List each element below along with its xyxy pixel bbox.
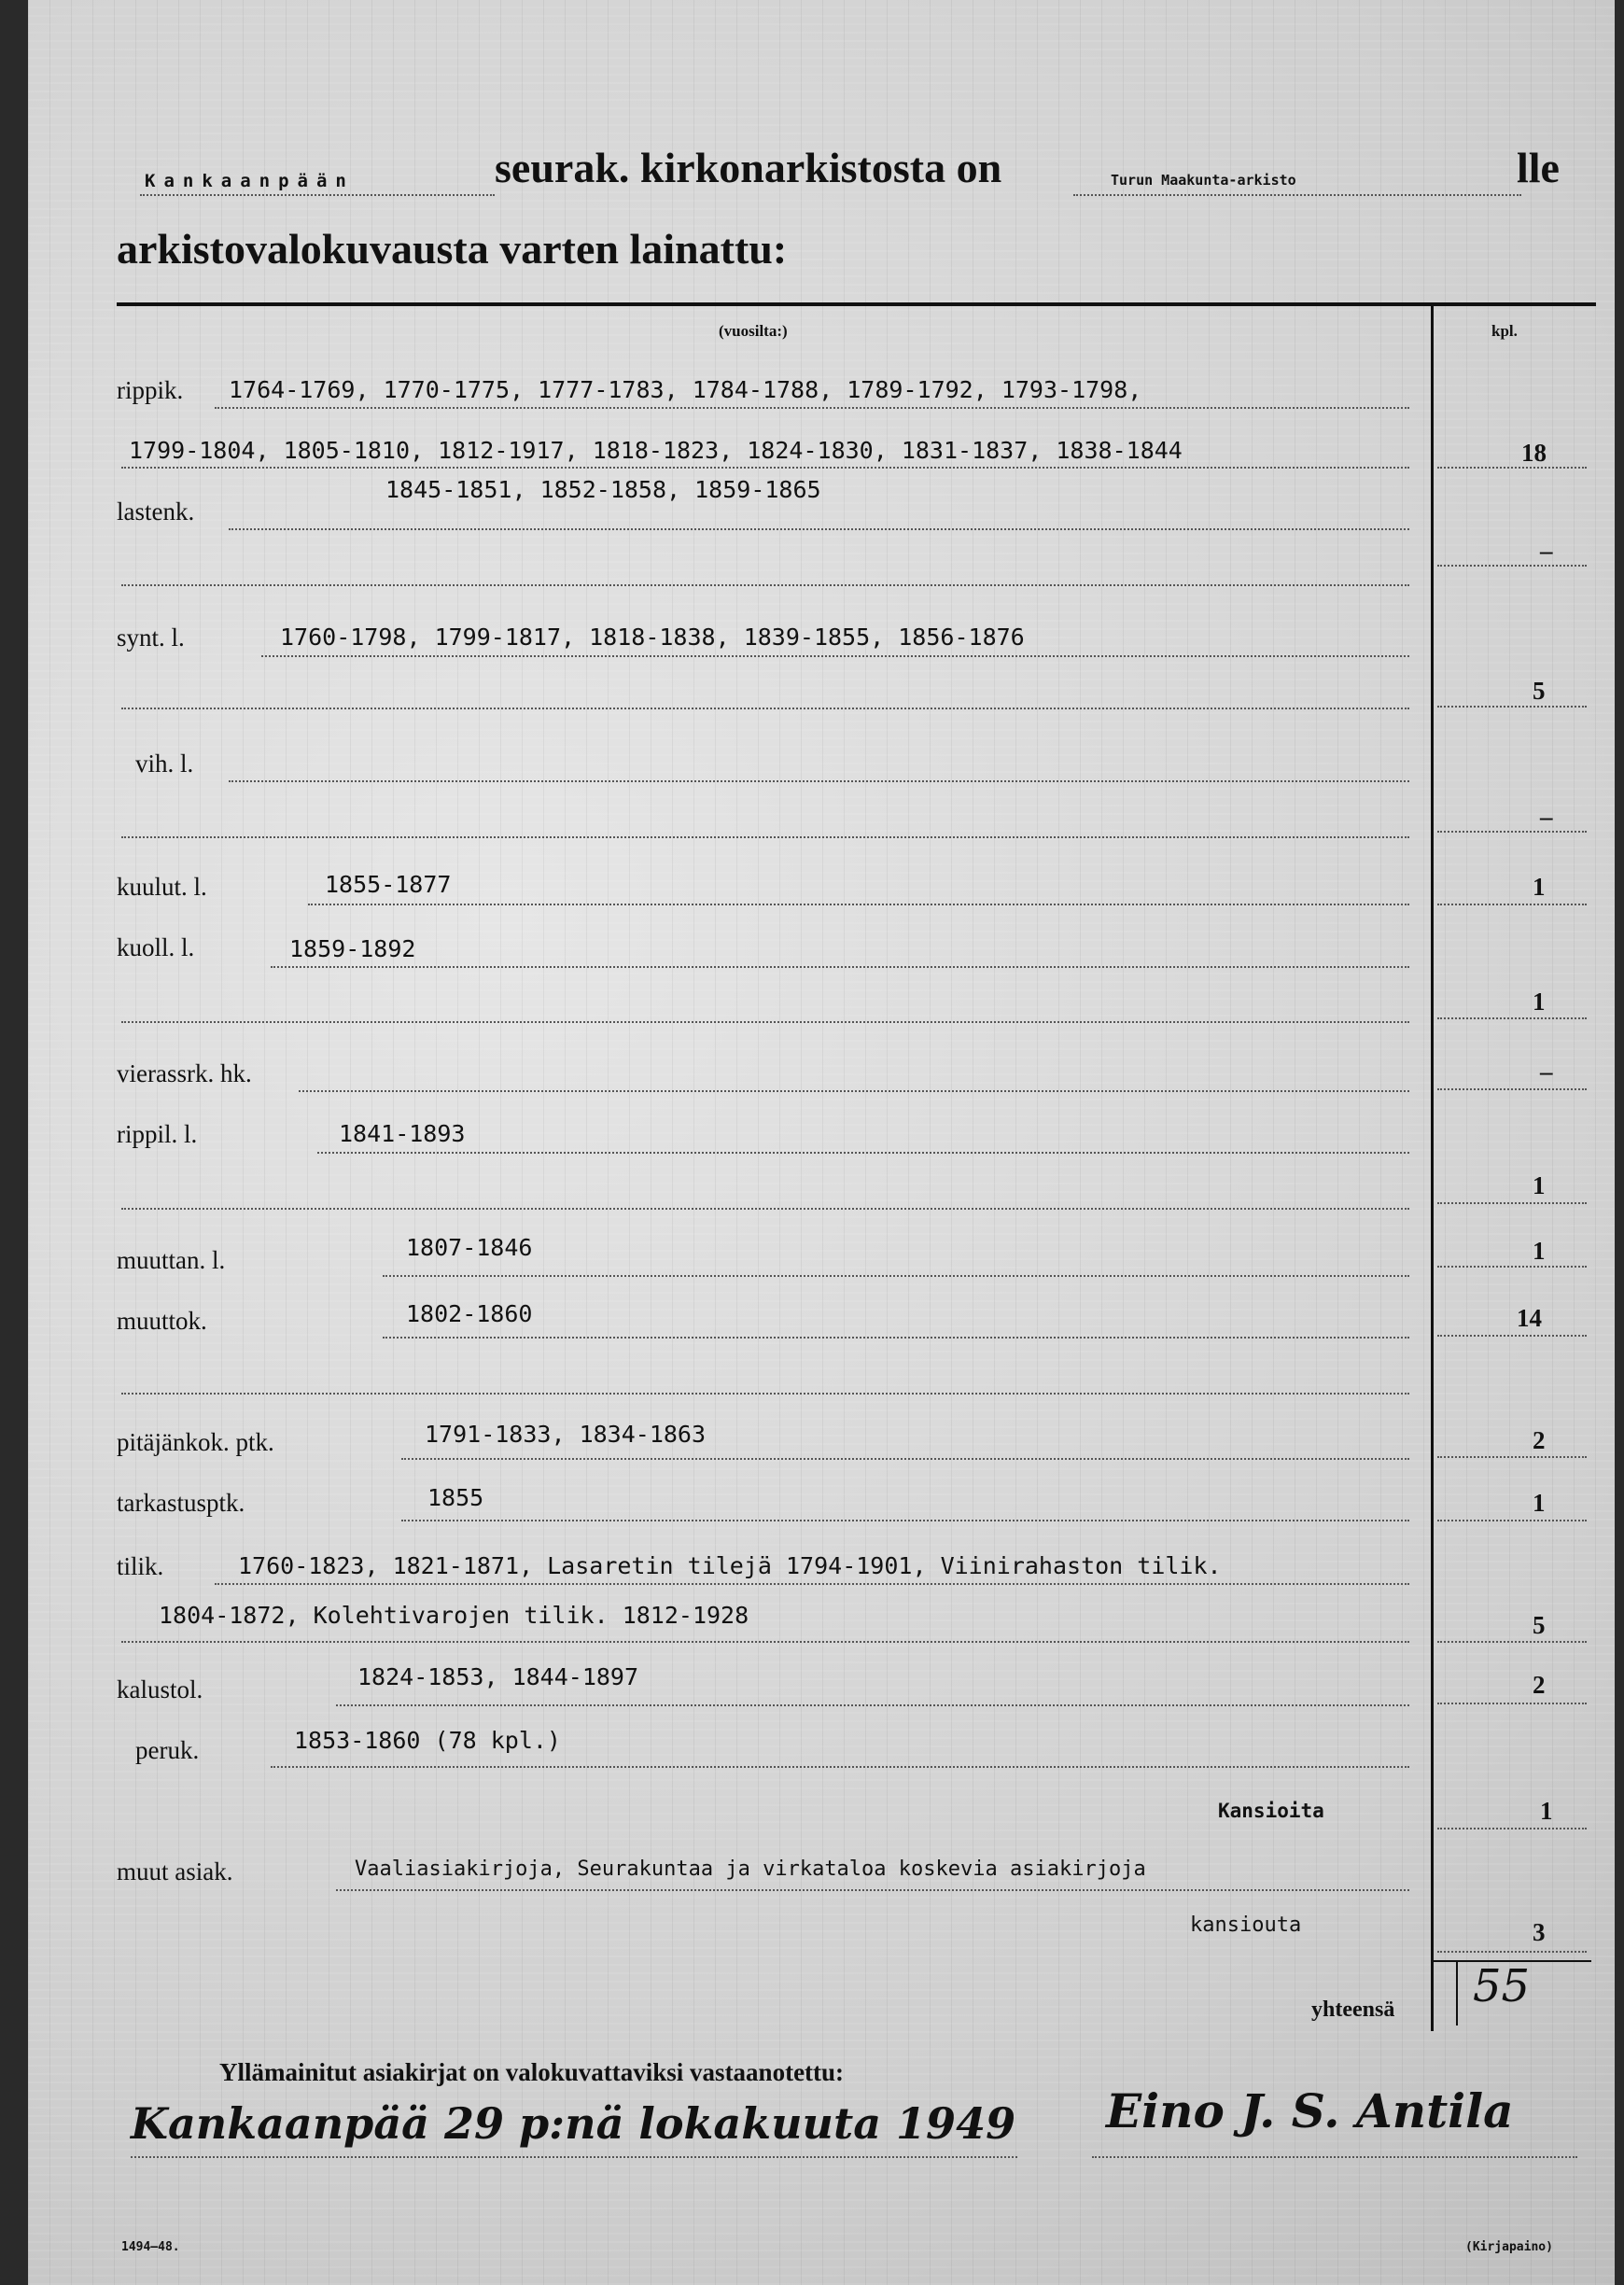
dotline — [1437, 1202, 1587, 1204]
dotline — [121, 1021, 1409, 1023]
dotline — [299, 1090, 1409, 1092]
kuulut-line-1: 1855-1877 — [325, 871, 452, 898]
dotline — [215, 407, 1409, 409]
dotline — [121, 708, 1409, 709]
dotline — [1437, 1017, 1587, 1019]
dotline — [215, 1583, 1409, 1585]
dotline — [317, 1152, 1409, 1154]
muuttok-line-1: 1802-1860 — [406, 1300, 533, 1327]
dotline — [1437, 1951, 1587, 1953]
dotline — [336, 1889, 1409, 1891]
kalustol-line-1: 1824-1853, 1844-1897 — [357, 1663, 639, 1690]
count-column-heading: kpl. — [1491, 322, 1518, 340]
count-pitajankok: 2 — [1533, 1426, 1546, 1454]
dotline — [121, 467, 1409, 469]
count-column-divider — [1431, 304, 1434, 2031]
total-left-rule — [1456, 1960, 1458, 2026]
count-kalustol: 2 — [1533, 1671, 1546, 1699]
count-tarkastusptk: 1 — [1533, 1489, 1546, 1517]
dotline — [1437, 706, 1587, 708]
label-kuulut: kuulut. l. — [117, 873, 207, 901]
dotline — [1437, 1641, 1587, 1643]
dotline — [1437, 467, 1587, 469]
label-peruk: peruk. — [135, 1736, 200, 1764]
form-code: 1494—48. — [121, 2240, 180, 2254]
dotline — [229, 528, 1409, 530]
dotline — [121, 1393, 1409, 1395]
dotline — [1437, 1520, 1587, 1521]
count-vierassrk: – — [1540, 1058, 1553, 1086]
muut-line-1: Vaaliasiakirjoja, Seurakuntaa ja virkataloa koskevia asiakirjoja — [355, 1857, 1146, 1881]
rippik-line-1: 1764-1769, 1770-1775, 1777-1783, 1784-1788, 1789-1792, 1793-1798, — [229, 376, 1142, 403]
label-synt: synt. l. — [117, 624, 185, 652]
label-vih: vih. l. — [135, 750, 194, 778]
place-date-handwritten: Kankaanpää 29 p:nä lokakuuta 1949 — [131, 2098, 1016, 2149]
count-muuttok: 14 — [1517, 1304, 1542, 1332]
label-rippil: rippil. l. — [117, 1120, 198, 1148]
dotline — [261, 655, 1409, 657]
header-line2: arkistovalokuvausta varten lainattu: — [117, 225, 788, 273]
dotline — [401, 1520, 1409, 1521]
signature: Eino J. S. Antila — [1106, 2083, 1514, 2138]
count-synt: 5 — [1533, 677, 1546, 705]
synt-line-1: 1760-1798, 1799-1817, 1818-1838, 1839-1855, 1856-1876 — [280, 624, 1025, 651]
count-rippik: 18 — [1521, 439, 1547, 467]
dotline — [1437, 904, 1587, 905]
dotline — [383, 1275, 1409, 1277]
tilik-line-1: 1760-1823, 1821-1871, Lasaretin tilejä 1794-1901, Viinirahaston tilik. — [238, 1552, 1222, 1579]
label-rippik: rippik. — [117, 376, 184, 404]
count-kansioita: 1 — [1540, 1797, 1553, 1825]
count-vih: – — [1540, 803, 1553, 831]
dotline — [271, 966, 1409, 968]
count-rippil: 1 — [1533, 1171, 1546, 1199]
label-vierassrk: vierassrk. hk. — [117, 1059, 252, 1087]
label-kalustol: kalustol. — [117, 1675, 203, 1703]
label-muuttok: muuttok. — [117, 1307, 207, 1335]
label-pitajankok: pitäjänkok. ptk. — [117, 1428, 274, 1456]
label-kuoll: kuoll. l. — [117, 933, 195, 961]
label-tarkastusptk: tarkastusptk. — [117, 1489, 245, 1517]
header-rule — [117, 302, 1596, 306]
printer-mark: (Kirjapaino) — [1465, 2240, 1553, 2254]
count-lastenk: – — [1540, 537, 1553, 565]
rippik-line-2: 1799-1804, 1805-1810, 1812-1917, 1818-1823, 1824-1830, 1831-1837, 1838-1844 — [129, 437, 1183, 464]
rippik-line-3: 1845-1851, 1852-1858, 1859-1865 — [385, 476, 821, 503]
dotline — [1437, 1335, 1587, 1337]
count-muut: 3 — [1533, 1918, 1546, 1946]
tilik-line-2: 1804-1872, Kolehtivarojen tilik. 1812-1928 — [159, 1602, 749, 1629]
total-value: 55 — [1473, 1960, 1531, 2012]
dotline — [1437, 1456, 1587, 1458]
label-muuttan: muuttan. l. — [117, 1246, 226, 1274]
parish-dotline — [140, 194, 495, 196]
count-tilik: 5 — [1533, 1611, 1546, 1639]
parish-name: Kankaanpään — [145, 171, 355, 191]
dotline — [271, 1766, 1409, 1768]
dotline — [1437, 1266, 1587, 1268]
dotline — [1437, 1703, 1587, 1704]
dotline — [1437, 831, 1587, 833]
dotline — [308, 904, 1409, 905]
header-line1-middle: seurak. kirkonarkistosta on — [495, 144, 1002, 191]
archive-dotline — [1073, 194, 1521, 196]
count-kuulut: 1 — [1533, 873, 1546, 901]
label-tilik: tilik. — [117, 1552, 164, 1580]
count-kuoll: 1 — [1533, 988, 1546, 1016]
dotline — [121, 836, 1409, 838]
count-muuttan: 1 — [1533, 1237, 1546, 1265]
muut-line-2: kansiouta — [1190, 1914, 1302, 1937]
document-page — [28, 0, 1615, 2285]
kuoll-line-1: 1859-1892 — [289, 935, 416, 962]
dotline — [121, 1641, 1409, 1643]
pitajankok-line-1: 1791-1833, 1834-1863 — [425, 1421, 707, 1448]
dotline — [401, 1458, 1409, 1460]
dotline — [383, 1337, 1409, 1339]
dotline — [131, 2156, 1017, 2158]
muuttan-line-1: 1807-1846 — [406, 1234, 533, 1261]
dotline — [1437, 1828, 1587, 1829]
tarkastusptk-line-1: 1855 — [427, 1484, 484, 1511]
rippil-line-1: 1841-1893 — [339, 1120, 466, 1147]
kansioita-label: Kansioita — [1218, 1800, 1324, 1822]
dotline — [336, 1704, 1409, 1706]
dotline — [1092, 2156, 1577, 2158]
dotline — [1437, 1088, 1587, 1090]
years-column-heading: (vuosilta:) — [719, 322, 788, 340]
dotline — [121, 1208, 1409, 1210]
label-muut: muut asiak. — [117, 1857, 233, 1885]
received-text: Yllämainitut asiakirjat on valokuvattaviksi vastaanotettu: — [219, 2058, 845, 2086]
archive-name: Turun Maakunta-arkisto — [1111, 172, 1296, 189]
dotline — [229, 780, 1409, 782]
header-line1-end: lle — [1517, 144, 1560, 191]
dotline — [1437, 565, 1587, 567]
label-lastenk: lastenk. — [117, 498, 195, 526]
dotline — [121, 584, 1409, 586]
peruk-line-1: 1853-1860 (78 kpl.) — [294, 1727, 561, 1754]
total-label: yhteensä — [1311, 1998, 1395, 2022]
